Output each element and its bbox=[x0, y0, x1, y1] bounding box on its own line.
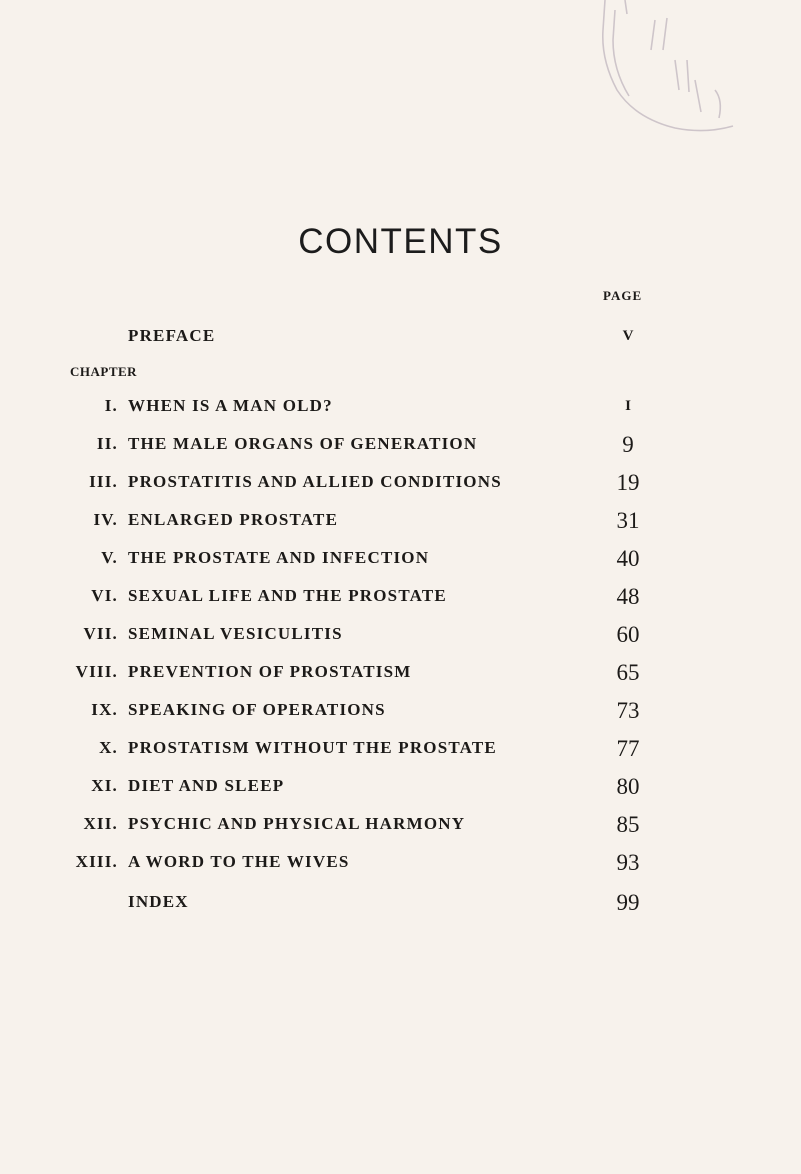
toc-entry bbox=[0, 662, 801, 692]
toc-entry bbox=[0, 472, 801, 502]
chapter-page: 65 bbox=[616, 660, 640, 685]
preface-entry bbox=[0, 326, 801, 356]
chapter-title: WHEN IS A MAN OLD? bbox=[128, 396, 333, 415]
chapter-page: 93 bbox=[616, 850, 640, 875]
chapter-page: 48 bbox=[616, 584, 640, 609]
chapter-number: I. bbox=[104, 396, 118, 415]
chapter-title: A WORD TO THE WIVES bbox=[128, 852, 350, 871]
chapter-number: IV. bbox=[93, 510, 118, 529]
chapter-page: 85 bbox=[616, 812, 640, 837]
chapter-title: SEMINAL VESICULITIS bbox=[128, 624, 343, 643]
chapter-title: ENLARGED PROSTATE bbox=[128, 510, 339, 529]
chapter-title: PREVENTION OF PROSTATISM bbox=[128, 662, 412, 681]
chapter-title: PSYCHIC AND PHYSICAL HARMONY bbox=[128, 814, 466, 833]
chapter-title: DIET AND SLEEP bbox=[128, 776, 285, 795]
index-title: INDEX bbox=[128, 892, 189, 911]
chapter-page: 77 bbox=[616, 736, 640, 761]
chapter-number: VIII. bbox=[75, 662, 118, 681]
index-page: 99 bbox=[616, 890, 640, 915]
toc-entry bbox=[0, 814, 801, 844]
chapter-number: V. bbox=[101, 548, 118, 567]
chapter-page: 31 bbox=[616, 508, 640, 533]
chapter-column-label: CHAPTER bbox=[70, 364, 138, 379]
chapter-page: 80 bbox=[616, 774, 640, 799]
preface-page: V bbox=[622, 328, 634, 344]
chapter-page: 40 bbox=[616, 546, 640, 571]
chapter-number: XI. bbox=[91, 776, 118, 795]
chapter-page: 60 bbox=[616, 622, 640, 647]
chapter-number: XIII. bbox=[75, 852, 118, 871]
chapter-page: 9 bbox=[622, 432, 634, 457]
chapter-number: VI. bbox=[91, 586, 118, 605]
toc-entry bbox=[0, 548, 801, 578]
chapter-number: VII. bbox=[83, 624, 118, 643]
toc-entry bbox=[0, 738, 801, 768]
chapter-title: SEXUAL LIFE AND THE PROSTATE bbox=[128, 586, 447, 605]
chapter-number: XII. bbox=[83, 814, 118, 833]
toc-entry bbox=[0, 434, 801, 464]
toc-entry bbox=[0, 396, 801, 426]
toc-entry bbox=[0, 852, 801, 882]
library-stamp bbox=[555, 0, 735, 140]
toc-entry bbox=[0, 624, 801, 654]
chapter-title: SPEAKING OF OPERATIONS bbox=[128, 700, 386, 719]
chapter-title: PROSTATISM WITHOUT THE PROSTATE bbox=[128, 738, 497, 757]
chapter-title: THE MALE ORGANS OF GENERATION bbox=[128, 434, 478, 453]
chapter-number: IX. bbox=[91, 700, 118, 719]
chapter-page: 73 bbox=[616, 698, 640, 723]
chapter-page: 19 bbox=[616, 470, 640, 495]
chapter-number: II. bbox=[96, 434, 118, 453]
chapter-title: PROSTATITIS AND ALLIED CONDITIONS bbox=[128, 472, 502, 491]
page-title: CONTENTS bbox=[298, 222, 503, 261]
preface-title: PREFACE bbox=[128, 326, 216, 345]
page-column-label: PAGE bbox=[603, 288, 643, 303]
toc-entry bbox=[0, 510, 801, 540]
chapter-number: III. bbox=[89, 472, 118, 491]
index-entry bbox=[0, 892, 801, 922]
chapter-title: THE PROSTATE AND INFECTION bbox=[128, 548, 430, 567]
toc-entry bbox=[0, 776, 801, 806]
toc-entry bbox=[0, 700, 801, 730]
toc-entry bbox=[0, 586, 801, 616]
chapter-number: X. bbox=[99, 738, 118, 757]
chapter-page: I bbox=[625, 398, 631, 414]
